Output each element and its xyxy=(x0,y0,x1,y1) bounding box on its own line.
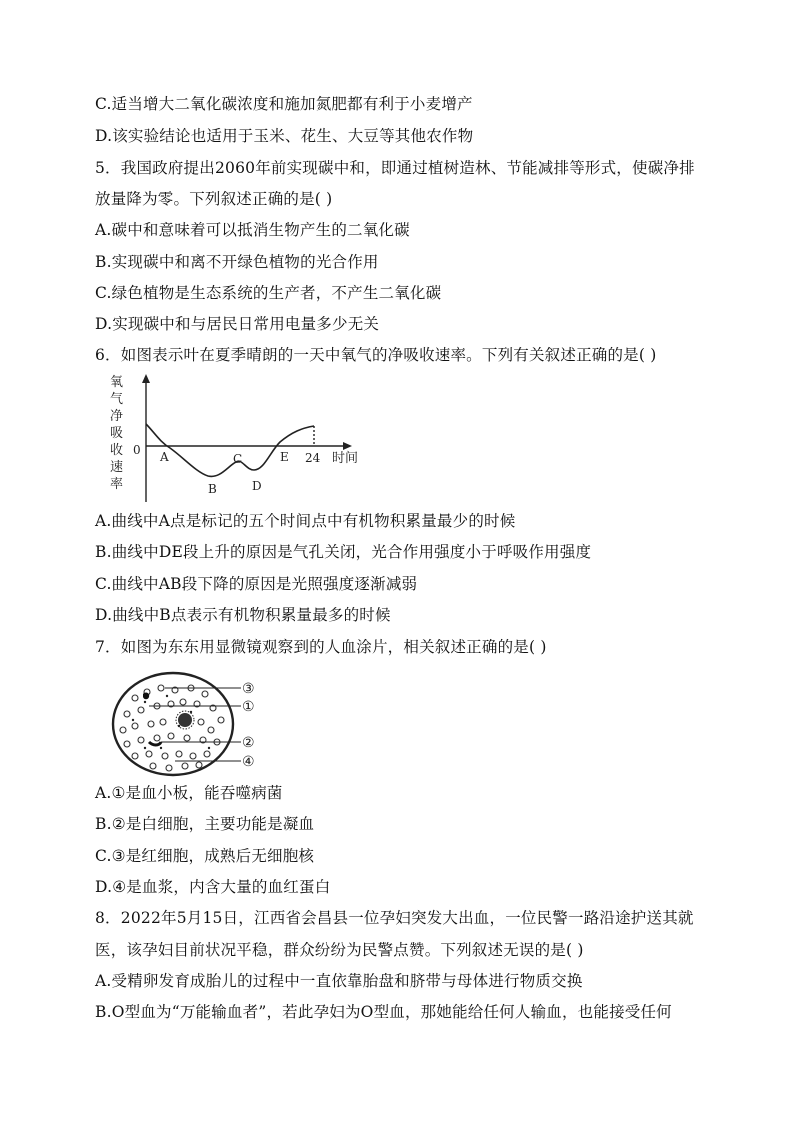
question-5-line1: 5．我国政府提出2060年前实现碳中和，即通过植树造林、节能减排等形式，使碳净排 xyxy=(95,159,695,177)
y-label-char: 收 xyxy=(110,443,124,458)
x-axis-arrow xyxy=(343,442,352,450)
y-label-char: 速 xyxy=(110,460,124,475)
y-axis-label xyxy=(110,375,123,492)
option-4d: D.该实验结论也适用于玉米、花生、大豆等其他农作物 xyxy=(95,127,474,145)
option-7c: C.③是红细胞，成熟后无细胞核 xyxy=(95,847,315,865)
point-label-c: C xyxy=(233,452,243,466)
rate-curve xyxy=(146,424,314,476)
option-6d: D.曲线中B点表示有机物积累量最多的时候 xyxy=(95,606,391,624)
y-label-char: 吸 xyxy=(110,426,124,441)
option-5d: D.实现碳中和与居民日常用电量多少无关 xyxy=(95,315,380,333)
label-4: ④ xyxy=(242,754,255,770)
option-5c: C.绿色植物是生态系统的生产者，不产生二氧化碳 xyxy=(95,284,442,302)
question-8-line1: 8．2022年5月15日，江西省会昌县一位孕妇突发大出血，一位民警一路沿途护送其就 xyxy=(95,909,694,927)
option-5a: A.碳中和意味着可以抵消生物产生的二氧化碳 xyxy=(95,221,410,239)
y-label-char: 净 xyxy=(110,409,124,424)
label-2: ② xyxy=(242,735,255,751)
y-label-char: 氧 xyxy=(110,375,124,390)
option-5b: B.实现碳中和离不开绿色植物的光合作用 xyxy=(95,253,379,271)
y-label-char: 气 xyxy=(110,392,124,407)
x-axis-label: 时间 xyxy=(332,451,359,466)
white-blood-cell-small xyxy=(143,693,149,700)
question-6: 6．如图表示叶在夏季晴朗的一天中氧气的净吸收速率。下列有关叙述正确的是( ) xyxy=(95,346,657,364)
question-8-line2: 医，该孕妇目前状况平稳，群众纷纷为民警点赞。下列叙述无误的是( ) xyxy=(95,941,584,959)
option-7d: D.④是血浆，内含大量的血红蛋白 xyxy=(95,878,331,896)
option-7a: A.①是血小板，能吞噬病菌 xyxy=(95,784,283,802)
end-tick-label: 24 xyxy=(305,451,321,465)
option-6c: C.曲线中AB段下降的原因是光照强度逐渐减弱 xyxy=(95,575,418,593)
point-label-d: D xyxy=(252,479,262,493)
question-5-line2: 放量降为零。下列叙述正确的是( ) xyxy=(95,190,333,208)
option-6b: B.曲线中DE段上升的原因是气孔关闭，光合作用强度小于呼吸作用强度 xyxy=(95,543,592,561)
y-label-char: 率 xyxy=(110,477,124,492)
origin-label: 0 xyxy=(133,443,141,457)
y-axis-arrow xyxy=(142,374,150,383)
option-8b: B.O型血为“万能输血者”，若此孕妇为O型血，那她能给任何人输血，也能接受任何 xyxy=(95,1003,672,1021)
blood-smear-figure xyxy=(105,668,275,780)
option-7b: B.②是白细胞，主要功能是凝血 xyxy=(95,815,315,833)
option-4c: C.适当增大二氧化碳浓度和施加氮肥都有利于小麦增产 xyxy=(95,95,473,113)
option-8a: A.受精卵发育成胎儿的过程中一直依靠胎盘和脐带与母体进行物质交换 xyxy=(95,972,583,990)
point-label-e: E xyxy=(280,450,289,464)
label-1: ① xyxy=(242,699,255,715)
point-label-a: A xyxy=(160,450,169,464)
point-label-b: B xyxy=(208,482,217,496)
label-3: ③ xyxy=(242,681,255,697)
question-7: 7．如图为东东用显微镜观察到的人血涂片，相关叙述正确的是( ) xyxy=(95,638,547,656)
oxygen-rate-graph xyxy=(100,372,370,502)
option-6a: A.曲线中A点是标记的五个时间点中有机物积累量最少的时候 xyxy=(95,512,516,530)
